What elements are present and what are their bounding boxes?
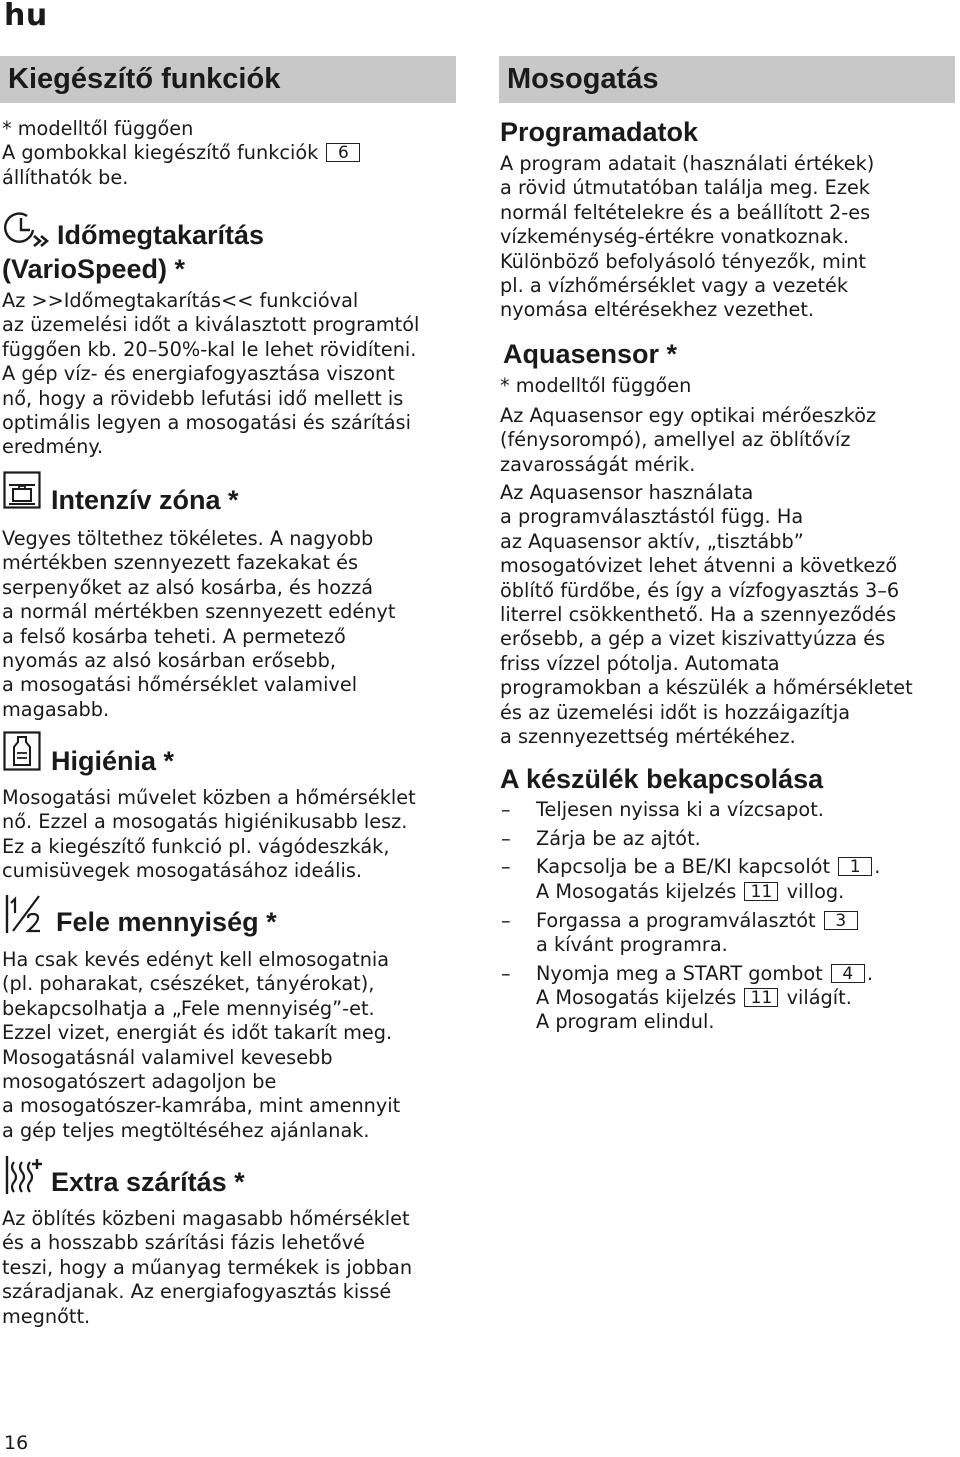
- heading-intensive-zone: Intenzív zóna *: [51, 485, 239, 515]
- program-data-text: A program adatait (használati értékek) a rövid útmutatóban találja meg. Ezek normál feltételekre és a beállított 2-es vízkeménység-értékre vonatkoznak. Különböző befolyásoló tényezők, mint pl. a vízhőmérséklet vagy a vezeték nyomása eltérésekhez vezethet.: [500, 152, 875, 322]
- aquasensor-text-2: Az Aquasensor használata a programválasztástól függ. Ha az Aquasensor aktív, „tisztább” mosogatóvizet lehet átvenni a következő öblítő fürdőbe, és így a vízfogyasztás 3–6 literrel csökkenthető. Ha a szennyeződés erősebb, a gép a vizet kiszivattyúzza és friss vízzel pótolja. Automata programokban a készülék a hőmérsékletet és az üzemelési időt is hozzáigazítja a szennyezettség mértékéhez.: [500, 481, 913, 749]
- list-item: – Teljesen nyissa ki a vízcsapot.: [501, 798, 824, 821]
- heading-extra-dry: Extra szárítás *: [51, 1167, 245, 1197]
- key-reference: 6: [326, 143, 360, 162]
- half-load-icon: [3, 893, 45, 935]
- switch-on-steps: [499, 798, 959, 1039]
- intensive-zone-text: Vegyes töltethez tökéletes. A nagyobb mértékben szennyezett fazekakat és serpenyőket az alsó kosárba, és hozzá a normál mértékben szennyezett edényt a felső kosárba teheti. A permetező nyomás az alsó kosárban erősebb, a mosogatási hőmérséklet valamivel magasabb.: [2, 527, 396, 721]
- intensive-zone-icon: [3, 471, 41, 509]
- hygiene-text: Mosogatási művelet közben a hőmérséklet nő. Ezzel a mosogatás higiénikusabb lesz. Ez a kiegészítő funkció pl. vágódeszkák, cumisüvegek mosogatásához ideális.: [2, 786, 416, 883]
- list-item: – Forgassa a programválasztót 3 a kívánt programra.: [499, 909, 959, 958]
- heading-hygiene: Higiénia *: [51, 746, 175, 776]
- intro-text: * modelltől függően A gombokkal kiegészítő funkciók 6 állíthatók be.: [2, 117, 362, 190]
- aquasensor-text-1: Az Aquasensor egy optikai mérőeszköz (fénysorompó), amellyel az öblítővíz zavarosságát mérik.: [500, 404, 877, 476]
- list-item: – Kapcsolja be a BE/KI kapcsolót 1 . A Mosogatás kijelzés 11 villog.: [501, 855, 881, 903]
- extra-dry-text: Az öblítés közbeni magasabb hőmérséklet és a hosszabb szárítási fázis lehetővé teszi, hogy a műanyag termékek is jobban száradjanak. Az energiafogyasztás kissé megnőtt.: [2, 1207, 413, 1328]
- key-reference: 11: [744, 988, 778, 1007]
- heading-aquasensor: Aquasensor *: [503, 339, 678, 369]
- heading-half-load: Fele mennyiség *: [56, 907, 277, 937]
- key-reference: 3: [824, 911, 858, 930]
- half-load-text: Ha csak kevés edényt kell elmosogatnia (pl. poharakat, csészéket, tányérokat), bekapcsolhatja a „Fele mennyiség”-et. Ezzel vizet, energiát és időt takarít meg. Mosogatásnál valamivel kevesebb mosogatószert adagoljon be a mosogatószer-kamrába, mint amennyit a gép teljes megtöltéséhez ajánlanak.: [2, 948, 401, 1142]
- key-reference: 11: [744, 882, 778, 901]
- page-number: 16: [4, 1432, 29, 1454]
- aquasensor-note: * modelltől függően: [500, 374, 692, 397]
- extra-dry-icon: [3, 1154, 45, 1196]
- section-title-extra-functions: Kiegészítő funkciók: [0, 56, 456, 103]
- section-title-washing: Mosogatás: [499, 56, 955, 103]
- variospeed-text: Az >>Időmegtakarítás<< funkcióval az üzemelési időt a kiválasztott programtól függően kb. 20–50%-kal le lehet rövidíteni. A gép víz- és energiafogyasztása viszont nő, hogy a rövidebb lefutási idő mellett is optimális legyen a mosogatási és szárítási eredmény.: [2, 289, 420, 459]
- heading-variospeed: Időmegtakarítás: [57, 220, 265, 250]
- clock-fast-forward-icon: [3, 208, 55, 248]
- heading-variospeed-sub: (VarioSpeed) *: [2, 254, 186, 284]
- key-reference: 4: [831, 964, 865, 983]
- heading-switch-on: A készülék bekapcsolása: [500, 764, 824, 794]
- page-language-code: hu: [4, 0, 48, 33]
- list-item: – Zárja be az ajtót.: [501, 826, 701, 850]
- list-item: – Nyomja meg a START gombot 4 . A Mosogatás kijelzés 11 világít. A program elindul.: [501, 961, 873, 1034]
- hygiene-bottle-icon: [3, 731, 41, 771]
- heading-program-data: Programadatok: [500, 117, 699, 147]
- key-reference: 1: [838, 857, 872, 876]
